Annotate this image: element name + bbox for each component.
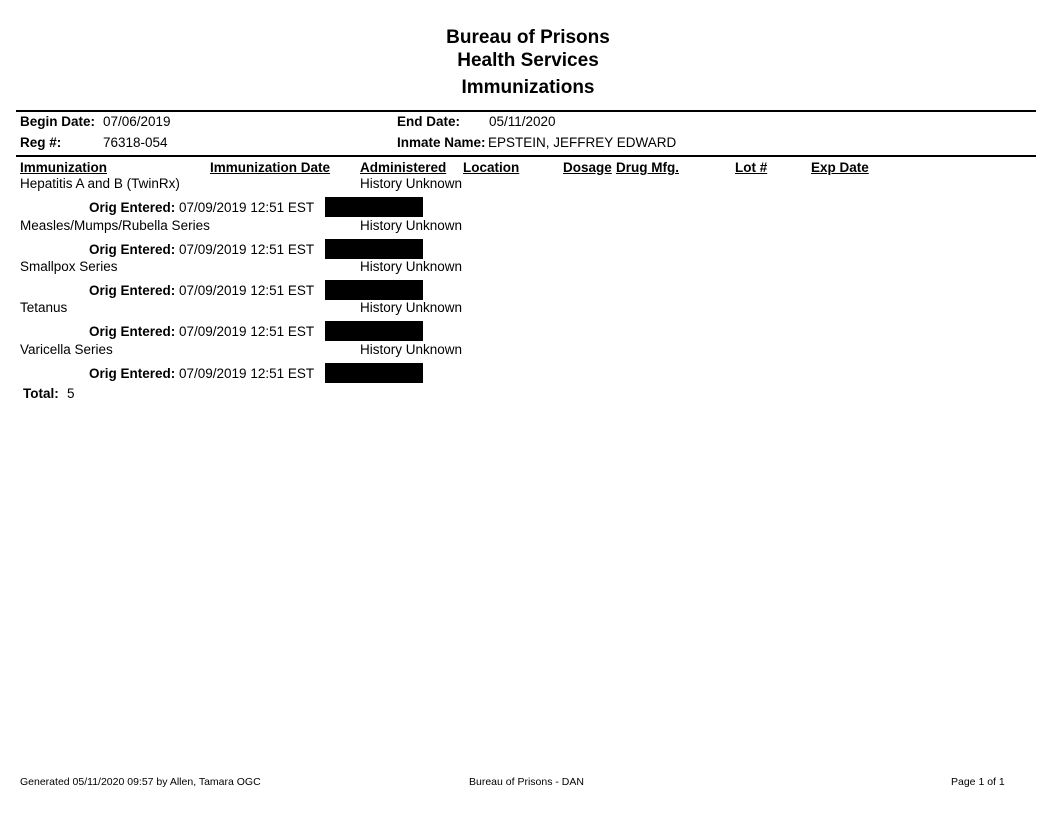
end-date-value: 05/11/2020 — [489, 114, 556, 129]
row-3-administered: History Unknown — [360, 259, 463, 274]
footer-generated: Generated 05/11/2020 09:57 by Allen, Tamara OGC — [20, 776, 261, 788]
row-4-administered: History Unknown — [360, 300, 463, 315]
row-1-administered: History Unknown — [360, 176, 463, 191]
row-5-administered: History Unknown — [360, 342, 463, 357]
reg-number-value: 76318-054 — [103, 135, 168, 150]
report-org-title: Bureau of Prisons — [446, 27, 610, 48]
col-immunization: Immunization — [20, 160, 107, 175]
row-4-immunization: Tetanus — [20, 300, 68, 315]
col-drug-mfg: Drug Mfg. — [616, 160, 679, 175]
row-2-immunization: Measles/Mumps/Rubella Series — [20, 218, 210, 233]
row-5-orig-entered-value: 07/09/2019 12:51 EST — [179, 366, 315, 381]
col-lot: Lot # — [735, 160, 768, 175]
redaction-box — [325, 197, 423, 217]
redaction-box — [325, 239, 423, 259]
row-2-orig-entered-value: 07/09/2019 12:51 EST — [179, 242, 315, 257]
row-1-orig-entered-value: 07/09/2019 12:51 EST — [179, 200, 315, 215]
row-3-orig-entered-value: 07/09/2019 12:51 EST — [179, 283, 315, 298]
inmate-name-label: Inmate Name: — [397, 135, 486, 150]
report-title: Immunizations — [461, 77, 595, 98]
total-label: Total: — [23, 386, 59, 401]
top-divider — [16, 110, 1036, 112]
row-2-orig-entered-label: Orig Entered: — [89, 242, 176, 257]
row-2-administered: History Unknown — [360, 218, 463, 233]
begin-date-value: 07/06/2019 — [103, 114, 171, 129]
row-4-orig-entered-value: 07/09/2019 12:51 EST — [179, 324, 315, 339]
reg-number-label: Reg #: — [20, 135, 62, 150]
row-5-orig-entered-label: Orig Entered: — [89, 366, 176, 381]
col-exp-date: Exp Date — [811, 160, 869, 175]
col-administered: Administered — [360, 160, 447, 175]
footer-center: Bureau of Prisons - DAN — [469, 776, 584, 788]
report-dept-title: Health Services — [457, 50, 599, 71]
end-date-label: End Date: — [397, 114, 461, 129]
row-5-immunization: Varicella Series — [20, 342, 113, 357]
redaction-box — [325, 321, 423, 341]
row-4-orig-entered-label: Orig Entered: — [89, 324, 176, 339]
col-location: Location — [463, 160, 520, 175]
header-divider — [16, 155, 1036, 157]
col-dosage: Dosage — [563, 160, 612, 175]
footer-page-number: Page 1 of 1 — [951, 776, 1005, 788]
row-3-immunization: Smallpox Series — [20, 259, 118, 274]
row-1-orig-entered-label: Orig Entered: — [89, 200, 176, 215]
redaction-box — [325, 363, 423, 383]
inmate-name-value: EPSTEIN, JEFFREY EDWARD — [488, 135, 677, 150]
total-value: 5 — [67, 386, 75, 401]
begin-date-label: Begin Date: — [20, 114, 96, 129]
col-immunization-date: Immunization Date — [210, 160, 331, 175]
row-3-orig-entered-label: Orig Entered: — [89, 283, 176, 298]
row-1-immunization: Hepatitis A and B (TwinRx) — [20, 176, 180, 191]
redaction-box — [325, 280, 423, 300]
